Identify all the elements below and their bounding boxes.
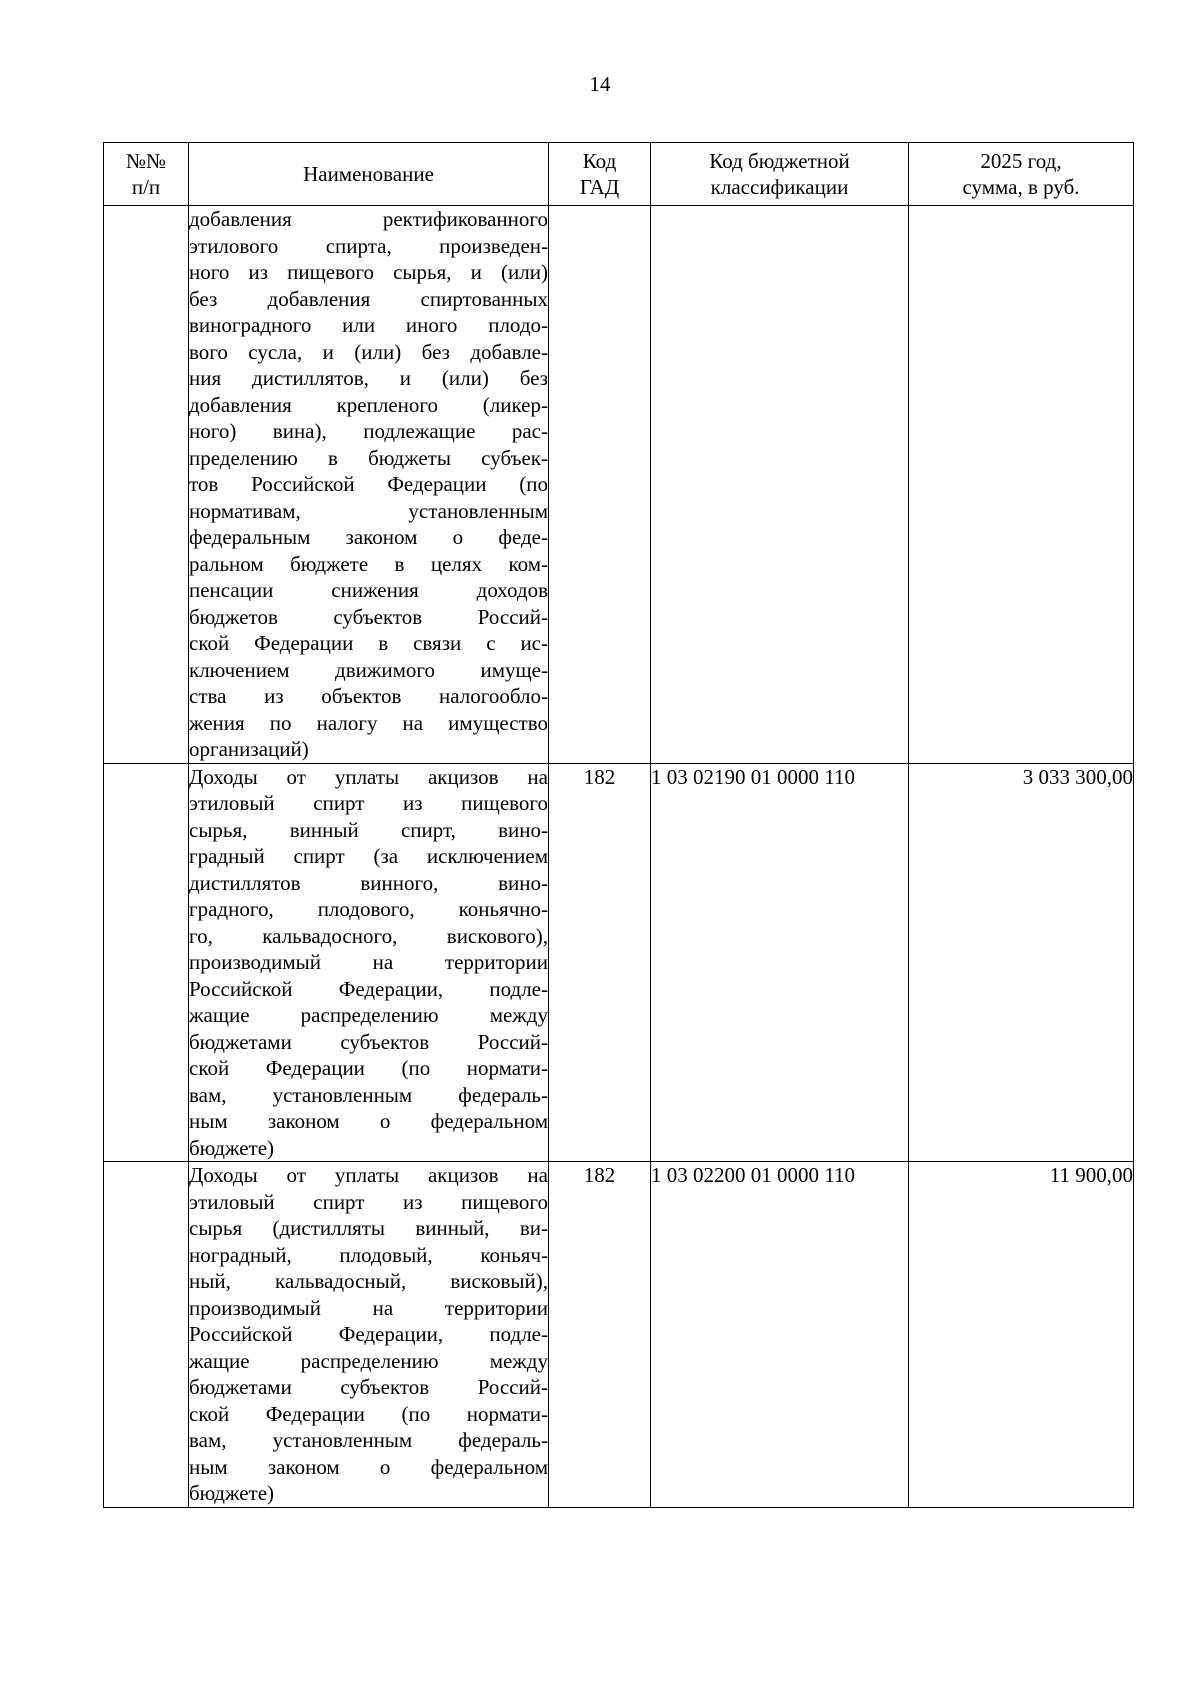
row-name-line: тов Российской Федерации (по	[189, 472, 548, 496]
row-name-line: федеральным законом о феде-	[189, 525, 548, 549]
row-name-line: добавления крепленого (ликер-	[189, 392, 548, 417]
row-name-line: бюджетами субъектов Россий-	[189, 1029, 548, 1054]
row-name-line: организаций)	[189, 737, 309, 761]
row-name-line: нормативам, установленным	[189, 498, 548, 523]
row-name-line: сырья, винный спирт, вино-	[189, 817, 548, 842]
row-name-line: ным законом о федеральном	[189, 1109, 548, 1133]
header-num-line-1: №№	[125, 148, 167, 173]
row-name-cell	[189, 206, 549, 764]
row-name-line: ный, кальвадосный, висковый),	[189, 1269, 548, 1293]
row-number-cell	[104, 763, 189, 1162]
header-sum-line-2: сумма, в руб.	[962, 175, 1080, 199]
row-name-line: ключением движимого имуще-	[189, 657, 548, 682]
row-name-line: бюджете)	[189, 1481, 275, 1505]
row-name-line: сырья (дистилляты винный, ви-	[189, 1216, 548, 1240]
row-name-line: виноградного или иного плодо-	[189, 313, 548, 337]
row-name-line: дистиллятов винного, вино-	[189, 870, 548, 895]
row-name-line: вого сусла, и (или) без добавле-	[189, 339, 548, 364]
row-name-line: ноградный, плодовый, коньяч-	[189, 1242, 548, 1267]
row-name-line: ства из объектов налогообло-	[189, 684, 548, 708]
row-name-line: ния дистиллятов, и (или) без	[189, 366, 548, 390]
row-name-line: пределению в бюджеты субъек-	[189, 445, 548, 470]
row-name-line: производимый на территории	[189, 1295, 548, 1320]
row-name-line: жения по налогу на имущество	[189, 710, 548, 735]
header-code	[651, 143, 909, 206]
row-name-line: го, кальвадосного, вискового),	[189, 923, 548, 948]
header-code-line-1: Код бюджетной	[709, 148, 850, 173]
header-num	[104, 143, 189, 206]
table-body	[104, 206, 1134, 1508]
row-number-cell	[104, 206, 189, 764]
row-name-line: градный спирт (за исключением	[189, 844, 548, 868]
row-name-line: жащие распределению между	[189, 1003, 548, 1027]
row-name-line: ской Федерации (по нормати-	[189, 1401, 548, 1426]
row-gad-cell: 182	[549, 1162, 651, 1508]
page-number: 14	[589, 72, 611, 96]
row-name-line: производимый на территории	[189, 950, 548, 974]
header-sum-line-1: 2025 год,	[980, 148, 1062, 173]
row-budget-code-cell	[651, 206, 909, 764]
row-name-line: бюджете)	[189, 1135, 275, 1160]
row-name-cell	[189, 763, 549, 1162]
header-code-line-2: классификации	[710, 175, 849, 199]
row-budget-code-cell: 1 03 02200 01 0000 110	[651, 1162, 909, 1508]
row-name-line: ного из пищевого сырья, и (или)	[189, 260, 548, 284]
row-name-line: Российской Федерации, подле-	[189, 1322, 548, 1346]
row-number-cell	[104, 1162, 189, 1508]
row-name-line: добавления ректификованного	[189, 207, 548, 231]
row-budget-code-cell: 1 03 02190 01 0000 110	[651, 763, 909, 1162]
row-name-line: жащие распределению между	[189, 1348, 548, 1373]
row-name-line: вам, установленным федераль-	[189, 1082, 548, 1107]
row-name-line: этиловый спирт из пищевого	[189, 791, 548, 815]
header-gad-line-2: ГАД	[579, 175, 620, 199]
row-gad-cell	[549, 206, 651, 764]
row-name-line: этиловый спирт из пищевого	[189, 1189, 548, 1214]
table-header-row	[104, 143, 1134, 206]
row-gad-cell: 182	[549, 763, 651, 1162]
row-name-line: этилового спирта, произведен-	[189, 233, 548, 258]
header-name: Наименование	[189, 143, 549, 206]
header-gad-line-1: Код	[582, 148, 617, 173]
row-name-line: ской Федерации в связи с ис-	[189, 631, 548, 655]
table-row	[104, 1162, 1134, 1508]
header-num-line-2: п/п	[131, 175, 161, 199]
row-name-line: ской Федерации (по нормати-	[189, 1056, 548, 1080]
row-name-line: Российской Федерации, подле-	[189, 976, 548, 1001]
row-sum-cell	[909, 206, 1134, 764]
table-row	[104, 206, 1134, 764]
row-name-line: ного) вина), подлежащие рас-	[189, 419, 548, 443]
row-name-line: ным законом о федеральном	[189, 1454, 548, 1479]
row-name-line: бюджетами субъектов Россий-	[189, 1375, 548, 1399]
row-name-line: ральном бюджете в целях ком-	[189, 551, 548, 576]
row-sum-cell: 11 900,00	[909, 1162, 1134, 1508]
row-name-line: бюджетов субъектов Россий-	[189, 604, 548, 629]
table-row	[104, 763, 1134, 1162]
row-name-line: Доходы от уплаты акцизов на	[189, 1163, 548, 1187]
row-sum-cell: 3 033 300,00	[909, 763, 1134, 1162]
row-name-line: градного, плодового, коньячно-	[189, 897, 548, 921]
row-name-line: Доходы от уплаты акцизов на	[189, 764, 548, 789]
row-name-line: вам, установленным федераль-	[189, 1428, 548, 1452]
row-name-cell	[189, 1162, 549, 1508]
header-gad	[549, 143, 651, 206]
budget-revenue-table	[103, 142, 1134, 1508]
header-sum	[909, 143, 1134, 206]
row-name-line: без добавления спиртованных	[189, 286, 548, 311]
row-name-line: пенсации снижения доходов	[189, 578, 548, 602]
